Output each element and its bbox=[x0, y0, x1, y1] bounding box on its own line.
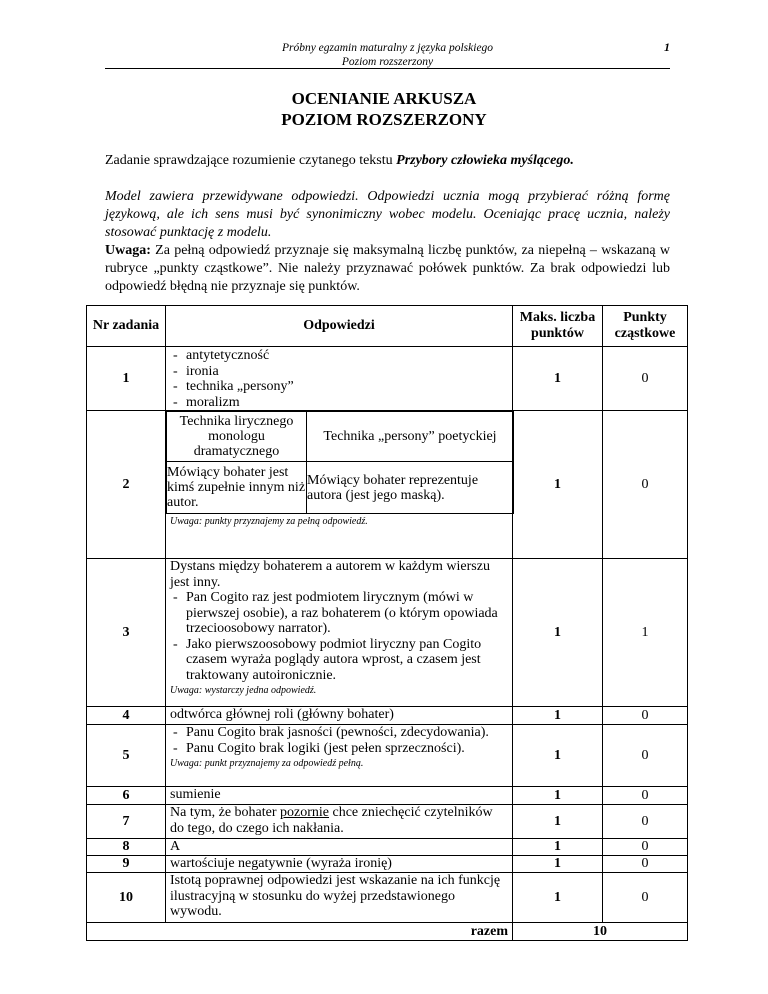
list-item: - Panu Cogito brak jasności (pewności, zdecydowania). bbox=[170, 725, 508, 741]
list-item: - Pan Cogito raz jest podmiotem lirycznym (mówi w pierwszej osobie), a raz bohaterem (o którym opowiada trzecioosobowy narrator). bbox=[170, 590, 508, 637]
task-answer: Istotą poprawnej odpowiedzi jest wskazanie na ich funkcję ilustracyjną w stosunku do wyżej przedstawionego wywodu. bbox=[166, 873, 513, 923]
task-answer bbox=[166, 411, 513, 559]
max-points: 1 bbox=[513, 839, 603, 856]
max-points: 1 bbox=[513, 856, 603, 873]
table-row bbox=[87, 839, 688, 856]
task-number: 8 bbox=[87, 839, 166, 856]
partial-points: 0 bbox=[603, 805, 688, 839]
task-answer: wartościuje negatywnie (wyraża ironię) bbox=[166, 856, 513, 873]
header-nr: Nr zadania bbox=[87, 306, 166, 347]
task7-text-underlined: pozornie bbox=[280, 805, 329, 820]
page-title-line2: POZIOM ROZSZERZONY bbox=[281, 110, 487, 129]
warning-note bbox=[105, 242, 670, 296]
task-number: 3 bbox=[87, 559, 166, 707]
header-exam-title: Próbny egzamin maturalny z języka polskiego bbox=[281, 42, 494, 54]
list-item: - ironia bbox=[170, 364, 508, 380]
table-row bbox=[87, 725, 688, 787]
task-answer: odtwórca głównej roli (główny bohater) bbox=[166, 707, 513, 725]
task-answer bbox=[166, 347, 513, 411]
task-intro: Dystans między bohaterem a autorem w każdym wierszu jest inny. bbox=[170, 559, 490, 590]
technique-persona-text: Mówiący bohater reprezentuje autora (jest jego maską). bbox=[307, 462, 514, 514]
task7-text-before: Na tym, że bohater bbox=[170, 805, 281, 820]
page-title-line1: OCENIANIE ARKUSZA bbox=[291, 89, 477, 108]
model-note: Model zawiera przewidywane odpowiedzi. Odpowiedzi ucznia mogą przybierać różną formę językową, ale ich sens musi być synonimiczny wobec modelu. Oceniając pracę ucznia, należy stosować punktację z modelu. bbox=[105, 189, 670, 240]
total-value: 10 bbox=[513, 923, 688, 941]
list-item: - moralizm bbox=[170, 395, 508, 411]
task-number: 9 bbox=[87, 856, 166, 873]
technique-persona-heading: Technika „persony” poetyckiej bbox=[307, 412, 514, 462]
partial-points: 0 bbox=[603, 787, 688, 805]
header-partial-points: Punkty cząstkowe bbox=[603, 306, 688, 347]
table-header-row bbox=[87, 306, 688, 347]
task-number: 10 bbox=[87, 873, 166, 923]
list-item: - technika „persony” bbox=[170, 379, 508, 395]
task-number: 6 bbox=[87, 787, 166, 805]
task-note: Uwaga: punkt przyznajemy za odpowiedź pełną. bbox=[170, 758, 364, 769]
max-points: 1 bbox=[513, 559, 603, 707]
partial-points: 0 bbox=[603, 856, 688, 873]
technique-monologue-text: Mówiący bohater jest kimś zupełnie innym niż autor. bbox=[167, 462, 307, 514]
partial-points: 0 bbox=[603, 873, 688, 923]
task-answer: sumienie bbox=[166, 787, 513, 805]
task-number: 5 bbox=[87, 725, 166, 787]
total-label: razem bbox=[87, 923, 513, 941]
header-level: Poziom rozszerzony bbox=[341, 56, 434, 68]
task7-text-after: chce zniechęcić czytelników do tego, do czego ich nakłania. bbox=[170, 805, 493, 836]
partial-points: 1 bbox=[603, 559, 688, 707]
table-row bbox=[87, 559, 688, 707]
scoring-table bbox=[86, 305, 688, 941]
task-answer bbox=[166, 725, 513, 787]
warning-text: Za pełną odpowiedź przyznaje się maksymalną liczbę punktów, za niepełną – wskazaną w rubryce „punkty cząstkowe”. Nie należy przyznawać połówek punktów. Za brak odpowiedzi lub odpowiedź błędną nie przyznaje się punktów. bbox=[105, 243, 670, 294]
warning-label: Uwaga: bbox=[105, 243, 151, 258]
max-points: 1 bbox=[513, 411, 603, 559]
list-item: - Jako pierwszoosobowy podmiot liryczny pan Cogito czasem wyraża poglądy autora wprost, a czasem jest traktowany autoironicznie. bbox=[170, 637, 508, 684]
max-points: 1 bbox=[513, 707, 603, 725]
list-item: - Panu Cogito brak logiki (jest pełen sprzeczności). bbox=[170, 741, 508, 757]
header-answers: Odpowiedzi bbox=[166, 306, 513, 347]
task-answer bbox=[166, 805, 513, 839]
table-row bbox=[87, 805, 688, 839]
table-row bbox=[87, 856, 688, 873]
task-number: 7 bbox=[87, 805, 166, 839]
table-row bbox=[87, 787, 688, 805]
task-number: 2 bbox=[87, 411, 166, 559]
header-max-points: Maks. liczba punktów bbox=[513, 306, 603, 347]
task-number: 4 bbox=[87, 707, 166, 725]
task-answer bbox=[166, 559, 513, 707]
max-points: 1 bbox=[513, 873, 603, 923]
partial-points: 0 bbox=[603, 347, 688, 411]
task-prefix: Zadanie sprawdzające rozumienie czytanego tekstu bbox=[105, 153, 397, 168]
task-note: Uwaga: wystarczy jedna odpowiedź. bbox=[170, 685, 317, 696]
technique-monologue-heading: Technika lirycznego monologu dramatycznego bbox=[167, 412, 307, 462]
max-points: 1 bbox=[513, 787, 603, 805]
page-header bbox=[105, 30, 670, 69]
max-points: 1 bbox=[513, 347, 603, 411]
task-title: Przybory człowieka myślącego. bbox=[396, 153, 574, 168]
table-row bbox=[87, 411, 688, 559]
partial-points: 0 bbox=[603, 411, 688, 559]
page-number: 1 bbox=[664, 40, 670, 54]
partial-points: 0 bbox=[603, 725, 688, 787]
technique-comparison bbox=[166, 411, 514, 514]
task-number: 1 bbox=[87, 347, 166, 411]
total-row bbox=[87, 923, 688, 941]
task-answer: A bbox=[166, 839, 513, 856]
table-row bbox=[87, 707, 688, 725]
partial-points: 0 bbox=[603, 839, 688, 856]
max-points: 1 bbox=[513, 725, 603, 787]
table-row bbox=[87, 873, 688, 923]
partial-points: 0 bbox=[603, 707, 688, 725]
max-points: 1 bbox=[513, 805, 603, 839]
list-item: - antytetyczność bbox=[170, 348, 508, 364]
task-description bbox=[105, 152, 670, 170]
task-note: Uwaga: punkty przyznajemy za pełną odpowiedź. bbox=[170, 516, 368, 527]
table-row bbox=[87, 347, 688, 411]
